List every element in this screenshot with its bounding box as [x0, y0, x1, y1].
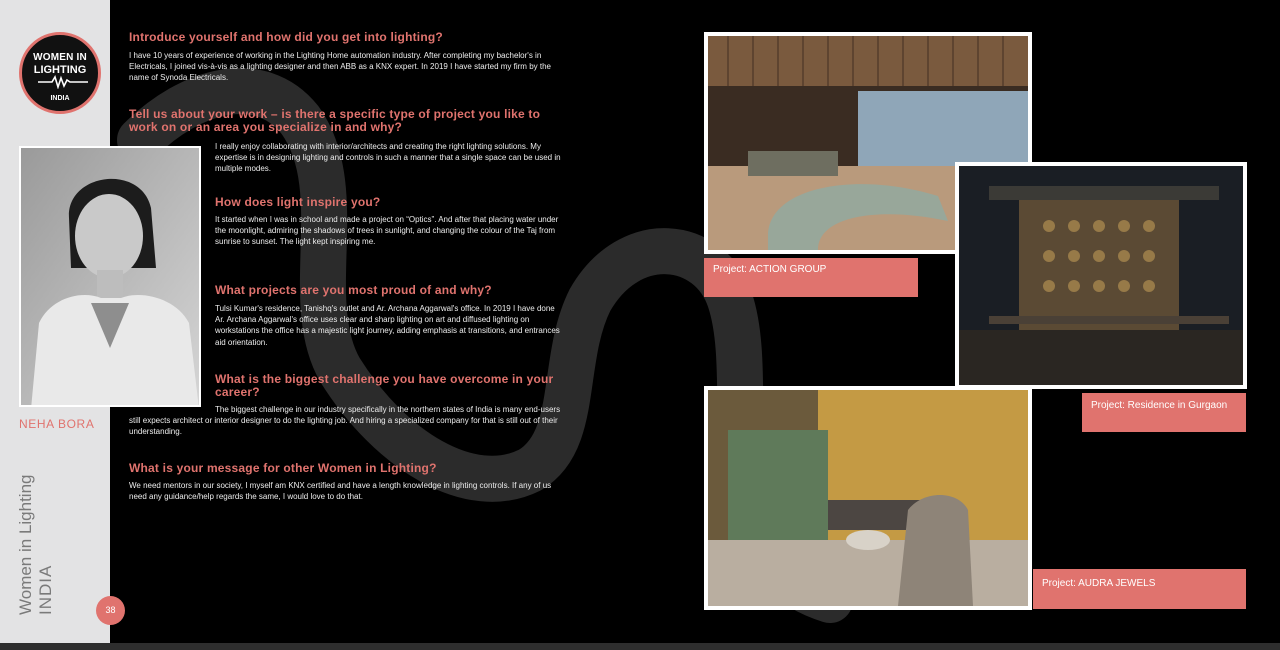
answer-3: It started when I was in school and made a project on “Optics”. And after that placing water under the moonlight, admiring the shadows of trees in sunlight, and changing the colour of the Taj from sunrise to sunset. The light kept inspiring me.	[215, 215, 559, 247]
person-name: NEHA BORA	[19, 417, 95, 431]
question-2: Tell us about your work – is there a specific type of project you like to work on or an area you specialize in and why?	[129, 107, 541, 134]
logo-line-1: WOMEN IN	[33, 52, 87, 63]
project-photo-audra-jewels	[704, 386, 1032, 610]
question-3: How does light inspire you?	[215, 195, 381, 209]
page-number-badge: 38	[96, 596, 125, 625]
caption-audra-jewels: Project: AUDRA JEWELS	[1033, 569, 1246, 609]
answer-5: The biggest challenge in our industry specifically in the northern states of India is many end-users still expects architect or interior designer to do the lighting job. And hiring a specialized company for that is still out of their understanding.	[129, 405, 561, 437]
waveform-icon	[38, 75, 88, 89]
answer-1: I have 10 years of experience of working in the Lighting Home automation industry. After completing my bachelor's in Electricals, I joined vis-à-vis as a lighting designer and then ABB as a KNX expert. In 2019 I have started my firm by the name of Synoda Electricals.	[129, 51, 551, 83]
project-photo-residence-gurgaon	[955, 162, 1247, 389]
logo-line-3: INDIA	[50, 95, 70, 102]
vertical-publication-title	[16, 475, 56, 616]
caption-action-group: Project: ACTION GROUP	[704, 258, 918, 297]
question-4: What projects are you most proud of and why?	[215, 283, 492, 297]
question-5: What is the biggest challenge you have overcome in your career?	[215, 372, 554, 399]
vertical-title-line-2: INDIA	[36, 564, 55, 615]
caption-residence-gurgaon: Project: Residence in Gurgaon	[1082, 393, 1246, 432]
bottom-bar	[0, 643, 1280, 650]
question-6: What is your message for other Women in Lighting?	[129, 461, 437, 475]
vertical-title-line-1: Women in Lighting	[16, 474, 35, 615]
question-1: Introduce yourself and how did you get into lighting?	[129, 30, 443, 44]
portrait-photo	[19, 146, 201, 407]
answer-6: We need mentors in our society, I myself am KNX certified and have a length knowledge in lighting controls. If any of us need any guidance/help regards the same, I would love to do that.	[129, 481, 552, 502]
answer-2: I really enjoy collaborating with interior/architects and creating the right lighting solutions. My expertise is in designing lighting and controls in such a manner that a single space can be used in multiple modes.	[215, 142, 561, 174]
answer-4: Tulsi Kumar's residence, Tanishq's outlet and Ar. Archana Aggarwal's office. In 2019 I have done Ar. Archana Aggarwal's office uses clear and sharp lighting on art and diffused lighting on workstations the office has a majestic light journey, adding emphasis at transitions, and entrances aid orientation.	[215, 304, 560, 347]
women-in-lighting-logo	[19, 32, 101, 114]
logo-line-2: LIGHTING	[33, 64, 87, 76]
